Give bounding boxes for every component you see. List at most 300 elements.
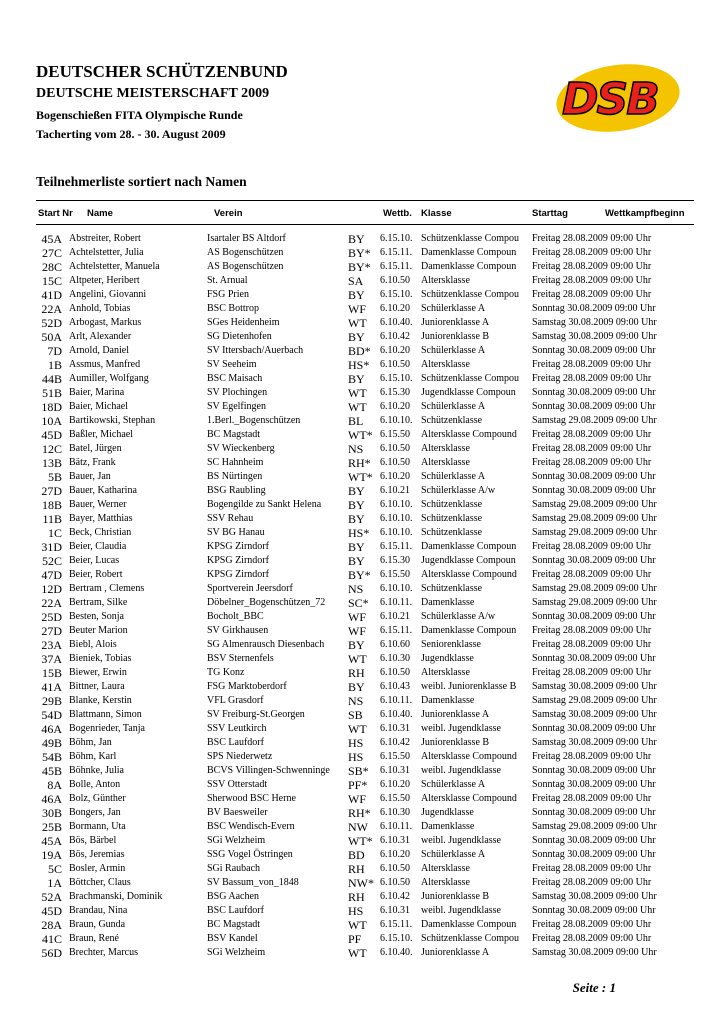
table-row [0,820,724,834]
cell-landesverband: BD [348,848,365,862]
table-row [0,316,724,330]
cell-wettbewerb: 6.10.43 [380,681,410,692]
cell-verein: AS Bogenschützen [207,261,284,272]
cell-name: Bauer, Werner [69,499,127,510]
cell-starttag-beginn: Freitag 28.08.2009 09:00 Uhr [532,933,652,944]
table-row [0,246,724,260]
cell-verein: SGi Raubach [207,863,261,874]
cell-name: Altpeter, Heribert [69,275,140,286]
location-date: Tacherting vom 28. - 30. August 2009 [36,127,226,141]
discipline-subtitle: Bogenschießen FITA Olympische Runde [36,108,243,122]
cell-landesverband: SC* [348,596,369,610]
cell-name: Böhm, Karl [69,751,117,762]
cell-landesverband: WF [348,302,366,316]
table-row [0,498,724,512]
cell-starttag-beginn: Freitag 28.08.2009 09:00 Uhr [532,639,652,650]
cell-klasse: Altersklasse [421,457,470,468]
logo-lettering: DSB [562,74,658,125]
table-row [0,694,724,708]
cell-starttag-beginn: Sonntag 30.08.2009 09:00 Uhr [532,765,656,776]
cell-start-nr: 52A [41,890,62,904]
cell-starttag-beginn: Freitag 28.08.2009 09:00 Uhr [532,289,652,300]
table-row [0,778,724,792]
cell-starttag-beginn: Sonntag 30.08.2009 09:00 Uhr [532,345,656,356]
cell-wettbewerb: 6.15.50 [380,569,410,580]
table-row [0,638,724,652]
header-rule-top [36,200,694,201]
cell-name: Bolz, Günther [69,793,126,804]
cell-start-nr: 46A [41,792,62,806]
cell-verein: Sherwood BSC Herne [207,793,296,804]
table-row [0,260,724,274]
table-row [0,918,724,932]
cell-starttag-beginn: Freitag 28.08.2009 09:00 Uhr [532,247,652,258]
cell-starttag-beginn: Freitag 28.08.2009 09:00 Uhr [532,359,652,370]
cell-starttag-beginn: Freitag 28.08.2009 09:00 Uhr [532,261,652,272]
cell-start-nr: 41D [41,288,62,302]
cell-verein: BSG Aachen [207,891,259,902]
cell-landesverband: WT [348,946,367,960]
cell-starttag-beginn: Sonntag 30.08.2009 09:00 Uhr [532,723,656,734]
table-row [0,512,724,526]
cell-name: Braun, René [69,933,119,944]
cell-name: Bertram, Silke [69,597,128,608]
cell-klasse: Damenklasse Compoun [421,919,517,930]
cell-start-nr: 5B [47,470,62,484]
cell-klasse: Schützenklasse Compou [421,289,520,300]
cell-wettbewerb: 6.10.42 [380,737,410,748]
cell-wettbewerb: 6.10.31 [380,765,410,776]
cell-verein: BSC Bottrop [207,303,259,314]
cell-starttag-beginn: Samstag 29.08.2009 09:00 Uhr [532,821,657,832]
cell-verein: BSC Laufdorf [207,905,264,916]
org-title: DEUTSCHER SCHÜTZENBUND [36,62,288,81]
cell-starttag-beginn: Freitag 28.08.2009 09:00 Uhr [532,429,652,440]
cell-name: Bertram , Clemens [69,583,145,594]
cell-wettbewerb: 6.10.20 [380,345,410,356]
cell-starttag-beginn: Samstag 30.08.2009 09:00 Uhr [532,709,657,720]
cell-name: Bös, Jeremias [69,849,125,860]
table-row [0,764,724,778]
cell-start-nr: 27D [41,624,62,638]
cell-wettbewerb: 6.10.21 [380,611,410,622]
cell-name: Bogenrieder, Tanja [69,723,145,734]
cell-verein: SV BG Hanau [207,527,265,538]
table-row [0,386,724,400]
cell-klasse: Altersklasse [421,443,470,454]
cell-start-nr: 45B [41,764,62,778]
event-title: DEUTSCHE MEISTERSCHAFT 2009 [36,86,270,101]
cell-wettbewerb: 6.15.11. [380,261,413,272]
cell-start-nr: 15C [41,274,62,288]
cell-name: Blanke, Kerstin [69,695,132,706]
cell-starttag-beginn: Samstag 30.08.2009 09:00 Uhr [532,681,657,692]
cell-start-nr: 1C [47,526,62,540]
cell-name: Biebl, Alois [69,639,117,650]
cell-verein: TG Konz [207,667,245,678]
cell-landesverband: BY* [348,568,371,582]
cell-starttag-beginn: Sonntag 30.08.2009 09:00 Uhr [532,653,656,664]
cell-start-nr: 30B [41,806,62,820]
cell-klasse: Schützenklasse Compou [421,233,520,244]
cell-starttag-beginn: Freitag 28.08.2009 09:00 Uhr [532,863,652,874]
cell-verein: Bogengilde zu Sankt Helena [207,499,322,510]
cell-landesverband: HS [348,750,364,764]
cell-klasse: weibl. Jugendklasse [421,723,501,734]
cell-klasse: Jugendklasse Compoun [421,387,516,398]
cell-verein: VFL Grasdorf [207,695,264,706]
cell-start-nr: 45A [41,232,62,246]
cell-klasse: weibl. Jugendklasse [421,905,501,916]
cell-klasse: Altersklasse Compound [421,751,517,762]
cell-name: Achtelstetter, Manuela [69,261,160,272]
cell-klasse: Damenklasse Compoun [421,261,517,272]
cell-verein: BSG Raubling [207,485,266,496]
table-row [0,652,724,666]
cell-name: Brachmanski, Dominik [69,891,163,902]
cell-verein: BS Nürtingen [207,471,263,482]
cell-klasse: Schützenklasse [421,415,483,426]
cell-landesverband: WT [348,918,367,932]
cell-start-nr: 49B [41,736,62,750]
cell-name: Bieniek, Tobias [69,653,132,664]
cell-wettbewerb: 6.10.50 [380,359,410,370]
cell-wettbewerb: 6.10.50 [380,457,410,468]
cell-verein: Sportverein Jeersdorf [207,583,293,594]
cell-verein: BV Baesweiler [207,807,268,818]
cell-name: Bauer, Katharina [69,485,137,496]
cell-verein: BSV Kandel [207,933,258,944]
table-row [0,792,724,806]
cell-landesverband: NW [348,820,368,834]
col-beginn: Wettkampfbeginn [605,208,685,219]
cell-klasse: Damenklasse [421,821,475,832]
cell-name: Böttcher, Claus [69,877,131,888]
cell-wettbewerb: 6.10.50 [380,275,410,286]
table-row [0,344,724,358]
cell-landesverband: WT [348,652,367,666]
cell-wettbewerb: 6.10.11. [380,597,413,608]
cell-klasse: Juniorenklasse A [421,317,490,328]
table-row [0,680,724,694]
cell-name: Besten, Sonja [69,611,124,622]
cell-landesverband: BY [348,512,365,526]
cell-klasse: Altersklasse [421,863,470,874]
cell-starttag-beginn: Sonntag 30.08.2009 09:00 Uhr [532,387,656,398]
cell-landesverband: BL [348,414,364,428]
col-name: Name [87,208,113,219]
cell-verein: Isartaler BS Altdorf [207,233,286,244]
cell-landesverband: WT [348,400,367,414]
cell-klasse: Juniorenklasse B [421,331,490,342]
cell-name: Bätz, Frank [69,457,116,468]
cell-wettbewerb: 6.10.20 [380,471,410,482]
cell-start-nr: 44B [41,372,62,386]
cell-starttag-beginn: Sonntag 30.08.2009 09:00 Uhr [532,471,656,482]
cell-start-nr: 28C [41,260,62,274]
cell-name: Blattmann, Simon [69,709,142,720]
table-row [0,932,724,946]
table-row [0,904,724,918]
cell-landesverband: RH* [348,806,371,820]
cell-name: Assmus, Manfred [69,359,141,370]
cell-landesverband: WT [348,316,367,330]
cell-starttag-beginn: Sonntag 30.08.2009 09:00 Uhr [532,485,656,496]
cell-klasse: Altersklasse [421,667,470,678]
cell-klasse: Altersklasse Compound [421,429,517,440]
cell-verein: SG Dietenhofen [207,331,272,342]
cell-klasse: Juniorenklasse B [421,891,490,902]
cell-wettbewerb: 6.10.50 [380,443,410,454]
cell-starttag-beginn: Sonntag 30.08.2009 09:00 Uhr [532,401,656,412]
cell-wettbewerb: 6.10.10. [380,415,413,426]
cell-wettbewerb: 6.15.11. [380,625,413,636]
list-title: Teilnehmerliste sortiert nach Namen [36,174,247,189]
cell-name: Aumiller, Wolfgang [69,373,149,384]
table-row [0,666,724,680]
table-row [0,288,724,302]
cell-start-nr: 5C [47,862,62,876]
cell-verein: BSC Maisach [207,373,263,384]
cell-landesverband: BY [348,288,365,302]
cell-wettbewerb: 6.10.40. [380,709,413,720]
cell-landesverband: RH [348,890,365,904]
cell-wettbewerb: 6.10.40. [380,317,413,328]
cell-klasse: Damenklasse Compoun [421,247,517,258]
table-row [0,526,724,540]
cell-klasse: Altersklasse Compound [421,569,517,580]
cell-name: Beuter Marion [69,625,128,636]
cell-start-nr: 28A [41,918,62,932]
cell-verein: SGi Welzheim [207,947,266,958]
table-row [0,596,724,610]
cell-klasse: Juniorenklasse A [421,947,490,958]
cell-klasse: Schülerklasse A [421,345,486,356]
cell-starttag-beginn: Sonntag 30.08.2009 09:00 Uhr [532,849,656,860]
cell-landesverband: HS [348,736,364,750]
cell-verein: BSC Laufdorf [207,737,264,748]
cell-verein: AS Bogenschützen [207,247,284,258]
cell-landesverband: WF [348,624,366,638]
cell-start-nr: 41A [41,680,62,694]
table-row [0,848,724,862]
table-row [0,442,724,456]
cell-landesverband: BY [348,540,365,554]
cell-wettbewerb: 6.15.50 [380,751,410,762]
cell-starttag-beginn: Sonntag 30.08.2009 09:00 Uhr [532,835,656,846]
cell-name: Bayer, Matthias [69,513,133,524]
cell-start-nr: 37A [41,652,62,666]
cell-name: Beier, Lucas [69,555,120,566]
cell-start-nr: 8A [47,778,62,792]
cell-starttag-beginn: Samstag 29.08.2009 09:00 Uhr [532,597,657,608]
cell-klasse: Damenklasse Compoun [421,541,517,552]
cell-start-nr: 12C [41,442,62,456]
cell-start-nr: 27C [41,246,62,260]
cell-name: Arbogast, Markus [69,317,142,328]
cell-starttag-beginn: Sonntag 30.08.2009 09:00 Uhr [532,555,656,566]
cell-wettbewerb: 6.15.10. [380,289,413,300]
cell-klasse: Schülerklasse A [421,303,486,314]
cell-name: Bosler, Armin [69,863,126,874]
cell-starttag-beginn: Sonntag 30.08.2009 09:00 Uhr [532,905,656,916]
cell-verein: SPS Niederwetz [207,751,273,762]
cell-name: Beier, Robert [69,569,123,580]
cell-starttag-beginn: Samstag 30.08.2009 09:00 Uhr [532,331,657,342]
table-row [0,568,724,582]
cell-start-nr: 11B [42,512,62,526]
cell-wettbewerb: 6.10.50 [380,877,410,888]
cell-start-nr: 54D [41,708,62,722]
cell-name: Arnold, Daniel [69,345,129,356]
cell-landesverband: HS* [348,526,370,540]
table-row [0,834,724,848]
page-number: Seite : 1 [572,980,616,995]
cell-klasse: Schülerklasse A/w [421,611,496,622]
cell-klasse: Schützenklasse Compou [421,933,520,944]
cell-klasse: Altersklasse Compound [421,793,517,804]
cell-starttag-beginn: Samstag 29.08.2009 09:00 Uhr [532,583,657,594]
cell-starttag-beginn: Samstag 29.08.2009 09:00 Uhr [532,513,657,524]
cell-name: Anhold, Tobias [69,303,131,314]
cell-landesverband: SA [348,274,364,288]
cell-wettbewerb: 6.15.30 [380,555,410,566]
cell-landesverband: NS [348,694,364,708]
cell-klasse: Schülerklasse A [421,779,486,790]
cell-starttag-beginn: Freitag 28.08.2009 09:00 Uhr [532,793,652,804]
cell-start-nr: 22A [41,596,62,610]
table-row [0,400,724,414]
cell-start-nr: 15B [41,666,62,680]
cell-verein: SG Almenrausch Diesenbach [207,639,325,650]
cell-wettbewerb: 6.10.50 [380,667,410,678]
cell-starttag-beginn: Samstag 30.08.2009 09:00 Uhr [532,947,657,958]
cell-verein: FSG Marktoberdorf [207,681,287,692]
table-row [0,274,724,288]
cell-landesverband: BY [348,554,365,568]
cell-name: Baßler, Michael [69,429,134,440]
cell-name: Bartikowski, Stephan [69,415,156,426]
cell-landesverband: HS [348,904,364,918]
cell-starttag-beginn: Sonntag 30.08.2009 09:00 Uhr [532,807,656,818]
cell-start-nr: 18D [41,400,62,414]
cell-klasse: Schützenklasse [421,513,483,524]
table-row [0,554,724,568]
cell-klasse: Jugendklasse Compoun [421,555,516,566]
table-row [0,610,724,624]
cell-verein: Döbelner_Bogenschützen_72 [207,597,326,608]
cell-start-nr: 45D [41,904,62,918]
cell-landesverband: WF [348,792,366,806]
table-row [0,750,724,764]
cell-wettbewerb: 6.15.10. [380,933,413,944]
cell-verein: KPSG Zirndorf [207,541,269,552]
cell-name: Beier, Claudia [69,541,127,552]
cell-start-nr: 52C [41,554,62,568]
cell-name: Bittner, Laura [69,681,125,692]
cell-starttag-beginn: Freitag 28.08.2009 09:00 Uhr [532,751,652,762]
cell-wettbewerb: 6.10.30 [380,653,410,664]
cell-name: Brandau, Nina [69,905,128,916]
cell-klasse: Schülerklasse A [421,471,486,482]
col-start-nr: Start Nr [38,208,73,219]
cell-starttag-beginn: Freitag 28.08.2009 09:00 Uhr [532,443,652,454]
cell-start-nr: 1A [47,876,62,890]
cell-name: Biewer, Erwin [69,667,127,678]
table-row [0,414,724,428]
table-row [0,806,724,820]
cell-verein: BSV Sternenfels [207,653,274,664]
header-rule-bottom [36,224,694,225]
table-row [0,232,724,246]
cell-wettbewerb: 6.10.10. [380,527,413,538]
cell-wettbewerb: 6.10.10. [380,499,413,510]
cell-klasse: weibl. Juniorenklasse B [421,681,517,692]
cell-wettbewerb: 6.10.40. [380,947,413,958]
cell-klasse: Altersklasse [421,275,470,286]
cell-verein: SV Girkhausen [207,625,269,636]
cell-landesverband: BY [348,484,365,498]
cell-verein: 1.Berl._Bogenschützen [207,415,301,426]
cell-verein: SSV Rehau [207,513,254,524]
cell-verein: SGes Heidenheim [207,317,280,328]
cell-wettbewerb: 6.10.31 [380,835,410,846]
table-row [0,876,724,890]
cell-verein: SSV Otterstadt [207,779,268,790]
cell-start-nr: 10A [41,414,62,428]
table-row [0,708,724,722]
cell-klasse: Juniorenklasse B [421,737,490,748]
cell-starttag-beginn: Freitag 28.08.2009 09:00 Uhr [532,457,652,468]
cell-verein: Bocholt_BBC [207,611,264,622]
cell-starttag-beginn: Freitag 28.08.2009 09:00 Uhr [532,373,652,384]
cell-starttag-beginn: Samstag 30.08.2009 09:00 Uhr [532,891,657,902]
cell-landesverband: PF* [348,778,368,792]
cell-landesverband: BY [348,330,365,344]
cell-starttag-beginn: Freitag 28.08.2009 09:00 Uhr [532,541,652,552]
cell-starttag-beginn: Sonntag 30.08.2009 09:00 Uhr [532,303,656,314]
cell-wettbewerb: 6.10.50 [380,863,410,874]
cell-landesverband: WT* [348,428,373,442]
cell-starttag-beginn: Samstag 29.08.2009 09:00 Uhr [532,415,657,426]
cell-start-nr: 27D [41,484,62,498]
cell-starttag-beginn: Freitag 28.08.2009 09:00 Uhr [532,625,652,636]
cell-klasse: Altersklasse [421,359,470,370]
cell-landesverband: SB [348,708,363,722]
cell-starttag-beginn: Samstag 29.08.2009 09:00 Uhr [532,499,657,510]
cell-landesverband: BY [348,680,365,694]
col-verein: Verein [214,208,243,219]
dsb-logo [552,58,682,136]
cell-starttag-beginn: Samstag 29.08.2009 09:00 Uhr [532,527,657,538]
cell-name: Bongers, Jan [69,807,121,818]
cell-starttag-beginn: Samstag 30.08.2009 09:00 Uhr [532,737,657,748]
cell-wettbewerb: 6.15.50 [380,793,410,804]
cell-starttag-beginn: Sonntag 30.08.2009 09:00 Uhr [532,611,656,622]
table-row [0,302,724,316]
cell-wettbewerb: 6.15.10. [380,233,413,244]
cell-verein: BC Magstadt [207,919,261,930]
table-row [0,540,724,554]
cell-wettbewerb: 6.10.30 [380,807,410,818]
cell-starttag-beginn: Freitag 28.08.2009 09:00 Uhr [532,569,652,580]
cell-verein: SV Egelfingen [207,401,266,412]
table-row [0,372,724,386]
cell-wettbewerb: 6.15.11. [380,919,413,930]
cell-name: Bolle, Anton [69,779,121,790]
col-wettb: Wettb. [383,208,412,219]
cell-name: Achtelstetter, Julia [69,247,144,258]
